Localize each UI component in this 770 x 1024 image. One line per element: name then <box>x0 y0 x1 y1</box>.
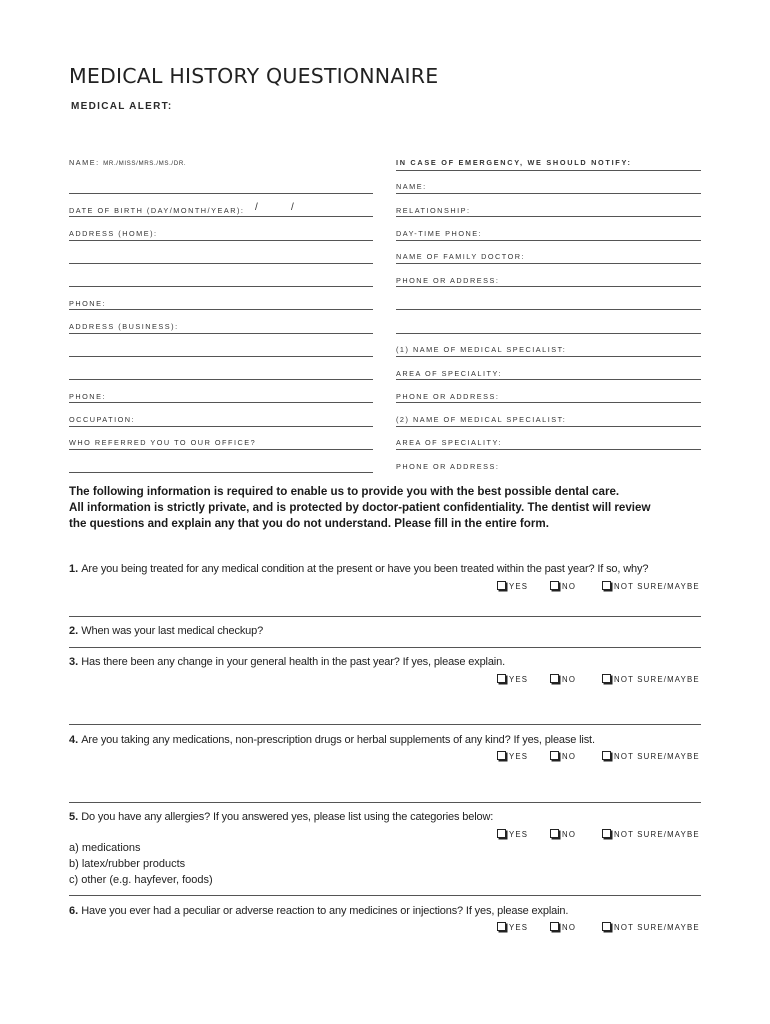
phone-business-label: PHONE: <box>69 392 106 401</box>
family-doctor-field[interactable] <box>396 263 701 264</box>
question-6-options <box>497 922 707 934</box>
relationship-label: RELATIONSHIP: <box>396 206 471 215</box>
question-5-options <box>497 829 707 841</box>
family-doctor-label: NAME OF FAMILY DOCTOR: <box>396 252 526 261</box>
address-home-field-line3[interactable] <box>69 286 373 287</box>
question-4: 4. Are you taking any medications, non-prescription drugs or herbal supplements of any kind? If yes, please list. <box>69 734 595 746</box>
checkbox-icon <box>497 751 506 760</box>
no-checkbox[interactable]: NO <box>550 922 576 932</box>
no-checkbox[interactable]: NO <box>550 829 576 839</box>
specialist-1-field[interactable] <box>396 356 701 357</box>
phone-business-field[interactable] <box>69 402 373 403</box>
question-1-answer-line[interactable] <box>69 616 701 617</box>
question-3: 3. Has there been any change in your general health in the past year? If yes, please explain. <box>69 656 505 668</box>
speciality-1-label: AREA OF SPECIALITY: <box>396 369 502 378</box>
referred-field[interactable] <box>69 449 373 450</box>
referred-label: WHO REFERRED YOU TO OUR OFFICE? <box>69 438 257 447</box>
checkbox-icon <box>550 829 559 838</box>
specialist-2-label: (2) NAME OF MEDICAL SPECIALIST: <box>396 415 567 424</box>
checkbox-icon <box>550 751 559 760</box>
speciality-2-label: AREA OF SPECIALITY: <box>396 438 502 447</box>
yes-checkbox[interactable]: YES <box>497 829 528 839</box>
checkbox-icon <box>550 922 559 931</box>
yes-checkbox[interactable]: YES <box>497 581 528 591</box>
relationship-field[interactable] <box>396 216 701 217</box>
doctor-phone-address-field-line3[interactable] <box>396 333 701 334</box>
address-business-field-line2[interactable] <box>69 356 373 357</box>
question-2: 2. When was your last medical checkup? <box>69 625 264 637</box>
address-home-field-line2[interactable] <box>69 263 373 264</box>
allergy-category: a) medications <box>69 842 141 854</box>
checkbox-icon <box>602 751 611 760</box>
checkbox-icon <box>550 674 559 683</box>
emergency-field[interactable] <box>396 170 701 171</box>
no-checkbox[interactable]: NO <box>550 674 576 684</box>
emergency-name-field[interactable] <box>396 193 701 194</box>
intro-paragraph: The following information is required to enable us to provide you with the best possible dental care. All information is strictly private, and is protected by doctor-patient confidentiality. The dentist will review the questions and explain any that you do not understand. Please fill in the entire form. <box>69 485 651 530</box>
yes-checkbox[interactable]: YES <box>497 674 528 684</box>
specialist-2-field[interactable] <box>396 426 701 427</box>
checkbox-icon <box>497 674 506 683</box>
name-field[interactable] <box>69 193 373 194</box>
specialist-1-phone-field[interactable] <box>396 402 701 403</box>
allergy-category: b) latex/rubber products <box>69 858 186 870</box>
question-4-options <box>497 751 707 763</box>
specialist-1-phone-label: PHONE OR ADDRESS: <box>396 392 500 401</box>
name-titles: MR./MISS/MRS./MS./DR. <box>103 160 187 167</box>
question-2-answer-line[interactable] <box>69 647 701 648</box>
daytime-phone-label: DAY-TIME PHONE: <box>396 229 483 238</box>
address-home-label: ADDRESS (HOME): <box>69 229 158 238</box>
speciality-1-field[interactable] <box>396 379 701 380</box>
yes-checkbox[interactable]: YES <box>497 751 528 761</box>
question-3-answer-line[interactable] <box>69 724 701 725</box>
not-sure-checkbox[interactable]: NOT SURE/MAYBE <box>602 581 700 591</box>
question-3-options <box>497 674 707 686</box>
not-sure-checkbox[interactable]: NOT SURE/MAYBE <box>602 829 700 839</box>
dob-label: DATE OF BIRTH (DAY/MONTH/YEAR): <box>69 206 245 215</box>
not-sure-checkbox[interactable]: NOT SURE/MAYBE <box>602 674 700 684</box>
checkbox-icon <box>602 829 611 838</box>
speciality-2-field[interactable] <box>396 449 701 450</box>
name-label: NAME: MR./MISS/MRS./MS./DR. <box>69 158 187 167</box>
checkbox-icon <box>497 829 506 838</box>
doctor-phone-address-field-line2[interactable] <box>396 309 701 310</box>
specialist-2-phone-label: PHONE OR ADDRESS: <box>396 462 500 471</box>
question-1-options <box>497 581 707 593</box>
emergency-name-label: NAME: <box>396 182 427 191</box>
doctor-phone-address-label: PHONE OR ADDRESS: <box>396 276 500 285</box>
not-sure-checkbox[interactable]: NOT SURE/MAYBE <box>602 751 700 761</box>
occupation-field[interactable] <box>69 426 373 427</box>
checkbox-icon <box>497 581 506 590</box>
medical-alert-label: MEDICAL ALERT: <box>71 101 173 112</box>
question-5-answer-line[interactable] <box>69 895 701 896</box>
page-title: MEDICAL HISTORY QUESTIONNAIRE <box>69 64 439 88</box>
specialist-1-label: (1) NAME OF MEDICAL SPECIALIST: <box>396 345 567 354</box>
question-6: 6. Have you ever had a peculiar or adverse reaction to any medicines or injections? If yes, please explain. <box>69 905 569 917</box>
allergy-categories <box>69 840 213 888</box>
checkbox-icon <box>550 581 559 590</box>
daytime-phone-field[interactable] <box>396 240 701 241</box>
dob-separator: / <box>291 202 294 213</box>
phone-home-label: PHONE: <box>69 299 106 308</box>
checkbox-icon <box>497 922 506 931</box>
yes-checkbox[interactable]: YES <box>497 922 528 932</box>
address-business-label: ADDRESS (BUSINESS): <box>69 322 179 331</box>
address-business-field[interactable] <box>69 333 373 334</box>
checkbox-icon <box>602 922 611 931</box>
question-5: 5. Do you have any allergies? If you answered yes, please list using the categories below: <box>69 811 494 823</box>
dob-separator: / <box>255 202 258 213</box>
emergency-heading: IN CASE OF EMERGENCY, WE SHOULD NOTIFY: <box>396 158 632 167</box>
question-1: 1. Are you being treated for any medical condition at the present or have you been treated within the past year? If so, why? <box>69 563 649 575</box>
question-4-answer-line[interactable] <box>69 802 701 803</box>
occupation-label: OCCUPATION: <box>69 415 136 424</box>
no-checkbox[interactable]: NO <box>550 751 576 761</box>
address-business-field-line3[interactable] <box>69 379 373 380</box>
allergy-category: c) other (e.g. hayfever, foods) <box>69 874 213 886</box>
dob-field[interactable] <box>69 216 373 217</box>
referred-field-line2[interactable] <box>69 472 373 473</box>
checkbox-icon <box>602 581 611 590</box>
no-checkbox[interactable]: NO <box>550 581 576 591</box>
checkbox-icon <box>602 674 611 683</box>
doctor-phone-address-field[interactable] <box>396 286 701 287</box>
not-sure-checkbox[interactable]: NOT SURE/MAYBE <box>602 922 700 932</box>
phone-home-field[interactable] <box>69 309 373 310</box>
address-home-field[interactable] <box>69 240 373 241</box>
